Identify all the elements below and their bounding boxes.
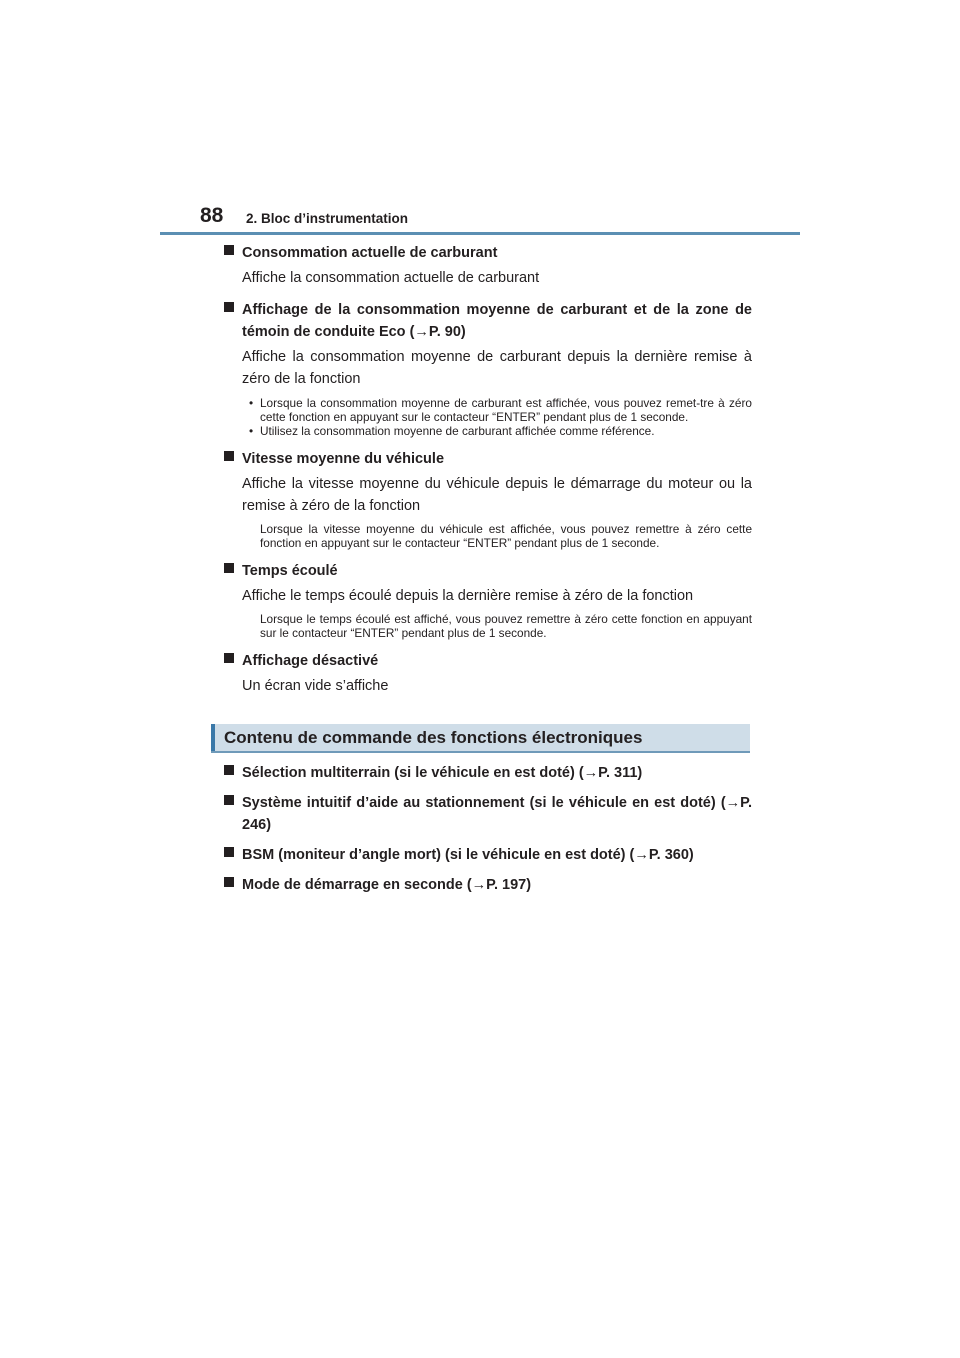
- item-current-consumption: [224, 242, 752, 289]
- item-heading-text: Vitesse moyenne du véhicule: [242, 451, 445, 467]
- section-item: [224, 792, 752, 836]
- item-body: Affiche la consommation actuelle de carburant: [242, 270, 540, 286]
- item-body: Affiche le temps écoulé depuis la dernière remise à zéro de la fonction: [242, 588, 694, 604]
- item-average-consumption: [224, 299, 752, 438]
- item-heading: [224, 242, 752, 264]
- square-bullet-icon: [224, 877, 234, 887]
- item-heading: [224, 448, 752, 470]
- bullet-dot-icon: •: [249, 424, 254, 438]
- item-body: Affiche la vitesse moyenne du véhicule depuis le démarrage du moteur ou la remise à zéro de la fonction: [242, 476, 752, 514]
- bullet-dot-icon: •: [249, 396, 254, 410]
- bullet-note: [224, 396, 752, 424]
- section-item-text: BSM (moniteur d’angle mort) (si le véhicule en est doté) (→P. 360): [242, 847, 694, 863]
- square-bullet-icon: [224, 302, 234, 312]
- section-accent: [211, 724, 215, 753]
- section-item: [224, 874, 752, 896]
- item-heading-text: Affichage désactivé: [242, 653, 379, 669]
- item-body: Affiche la consommation moyenne de carburant depuis la dernière remise à zéro de la fonction: [242, 349, 752, 387]
- item-elapsed-time: [224, 560, 752, 640]
- square-bullet-icon: [224, 563, 234, 573]
- item-heading: [224, 650, 752, 672]
- item-average-speed: [224, 448, 752, 550]
- item-heading: [224, 560, 752, 582]
- item-display-off: [224, 650, 752, 697]
- square-bullet-icon: [224, 847, 234, 857]
- header-rule: [160, 232, 800, 235]
- item-heading-text: Affichage de la consommation moyenne de carburant et de la zone de témoin de conduite Eco (→P. 90): [242, 302, 752, 340]
- item-note: Lorsque le temps écoulé est affiché, vous pouvez remettre à zéro cette fonction en appuyant sur le contacteur “ENTER” pendant plus de 1 seconde.: [260, 612, 752, 640]
- item-note: Lorsque la vitesse moyenne du véhicule est affichée, vous pouvez remettre à zéro cette fonction en appuyant sur le contacteur “ENTER” pendant plus de 1 seconde.: [260, 522, 752, 550]
- square-bullet-icon: [224, 765, 234, 775]
- section-item: [224, 762, 752, 784]
- chapter-title: 2. Bloc d’instrumentation: [246, 211, 409, 226]
- section-title: Contenu de commande des fonctions électroniques: [224, 728, 643, 747]
- section-item-text: Mode de démarrage en seconde (→P. 197): [242, 877, 532, 893]
- main-content: [224, 242, 752, 707]
- section-underline: [211, 751, 750, 753]
- section-item: [224, 844, 752, 866]
- section-heading-bar: [211, 724, 750, 753]
- square-bullet-icon: [224, 653, 234, 663]
- square-bullet-icon: [224, 795, 234, 805]
- item-body: Un écran vide s’affiche: [242, 678, 389, 694]
- section-item-text: Système intuitif d’aide au stationnement (si le véhicule en est doté) (→P. 246): [242, 795, 752, 833]
- section-content: [224, 762, 752, 900]
- bullet-text: Utilisez la consommation moyenne de carburant affichée comme référence.: [260, 424, 655, 438]
- bullet-note: [224, 424, 752, 438]
- item-heading-text: Consommation actuelle de carburant: [242, 245, 498, 261]
- page-number: 88: [200, 204, 224, 227]
- item-heading-text: Temps écoulé: [242, 563, 338, 579]
- section-item-text: Sélection multiterrain (si le véhicule en est doté) (→P. 311): [242, 765, 643, 781]
- square-bullet-icon: [224, 451, 234, 461]
- item-heading: [224, 299, 752, 343]
- square-bullet-icon: [224, 245, 234, 255]
- bullet-text: Lorsque la consommation moyenne de carburant est affichée, vous pouvez remet-tre à zéro cette fonction en appuyant sur le contacteur “ENTER” pendant plus de 1 seconde.: [260, 396, 752, 424]
